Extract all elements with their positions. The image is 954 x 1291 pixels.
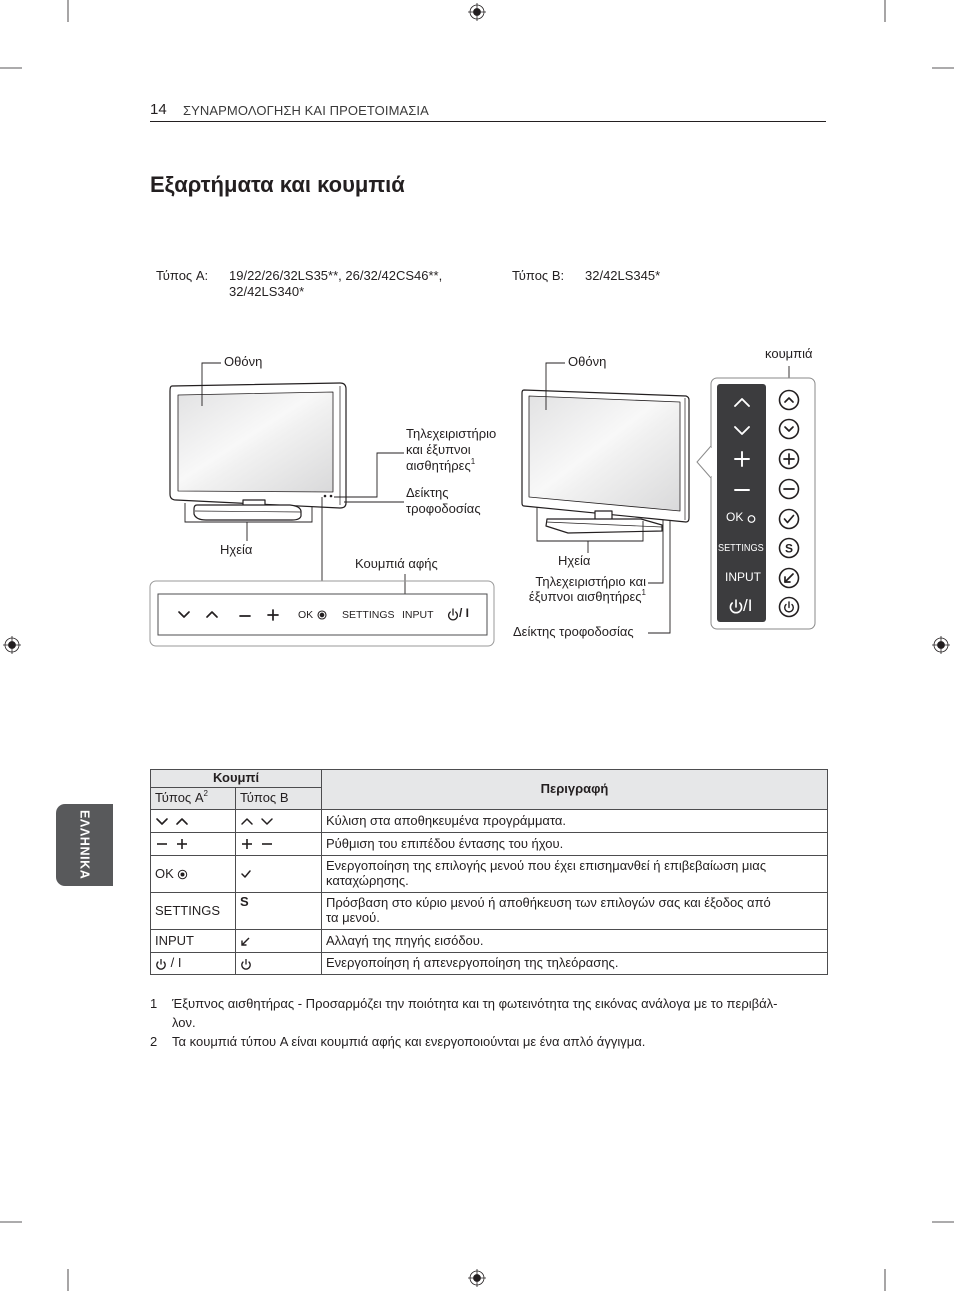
language-label: ΕΛΛΗΝΙΚΑ	[77, 810, 92, 880]
type-b-models: 32/42LS345*	[585, 268, 661, 283]
label-touch-buttons: Κουμπιά αφής	[355, 556, 438, 571]
touch-input-label: INPUT	[402, 609, 434, 621]
button-panel-b	[697, 378, 815, 629]
header-button: Κουμπί	[151, 770, 322, 788]
footnote-text-1-cont: λον.	[172, 1015, 196, 1030]
check-icon	[240, 869, 252, 879]
panel-pointer	[697, 446, 711, 478]
panel-b-input-label: INPUT	[725, 570, 761, 584]
footnote-ref-1: 1	[470, 457, 476, 466]
header-description: Περιγραφή	[322, 770, 828, 810]
type-a-models-line2: 32/42LS340*	[229, 284, 305, 299]
chevron-down-icon	[155, 816, 169, 826]
registration-mark-bottom	[468, 1269, 486, 1287]
registration-mark-right	[932, 636, 950, 654]
registration-mark-left	[3, 636, 21, 654]
cell-description: Πρόσβαση στο κύριο μενού ή αποθήκευση των επιλογών σας και έξοδος από τα μενού.	[322, 893, 828, 930]
ok-dot-circle-icon	[177, 869, 188, 880]
cell-type-a: OK	[151, 856, 236, 893]
page-number: 14	[150, 101, 167, 118]
label-speakers-a: Ηχεία	[220, 542, 253, 557]
table-row	[151, 833, 828, 856]
tv-type-a-drawing	[170, 383, 346, 520]
table-row	[151, 893, 828, 930]
footnote-number-1: 1	[150, 996, 158, 1011]
power-icon	[240, 958, 252, 970]
label-remote-sensor-a-2: και έξυπνοι	[406, 442, 471, 457]
label-power-indicator-a-2: τροφοδοσίας	[406, 501, 481, 516]
ok-button-circle	[780, 510, 799, 529]
table-row	[151, 810, 828, 833]
header-type-b: Τύπος B	[236, 788, 322, 810]
chevron-down-icon	[260, 816, 274, 826]
registration-mark-top	[468, 3, 486, 21]
cell-type-a: INPUT	[151, 930, 236, 953]
cell-description: Ενεργοποίηση της επιλογής μενού που έχει επισημανθεί ή επιβεβαίωση μιας καταχώρησης.	[322, 856, 828, 893]
cell-type-a	[151, 833, 236, 856]
type-a-models-line1: 19/22/26/32LS35**, 26/32/42CS46**,	[229, 268, 443, 283]
panel-b-settings-label: SETTINGS	[718, 542, 764, 554]
type-a-label: Τύπος A:	[156, 268, 209, 283]
cell-type-a	[151, 810, 236, 833]
footnote-number-2: 2	[150, 1034, 158, 1049]
table-row	[151, 953, 828, 975]
cell-type-b	[236, 833, 322, 856]
type-b-label: Τύπος B:	[512, 268, 565, 283]
label-power-indicator-b: Δείκτης τροφοδοσίας	[513, 624, 634, 639]
minus-icon	[260, 839, 274, 849]
label-speakers-b: Ηχεία	[558, 553, 591, 568]
minus-icon	[155, 839, 169, 849]
label-power-indicator-a-1: Δείκτης	[406, 485, 449, 500]
cell-type-b	[236, 856, 322, 893]
label-remote-sensor-b-1: Τηλεχειριστήριο και	[535, 574, 646, 589]
down-button-circle	[780, 420, 799, 439]
cell-description: Αλλαγή της πηγής εισόδου.	[322, 930, 828, 953]
touch-button-panel-a	[150, 581, 494, 646]
language-side-tab	[56, 804, 113, 886]
footnote-text-2: Τα κουμπιά τύπου A είναι κουμπιά αφής και ενεργοποιούνται με ένα απλό άγγιγμα.	[172, 1034, 646, 1049]
touch-ok-label: OK	[298, 609, 314, 621]
cell-type-a: / I	[151, 953, 236, 975]
cell-description: Κύλιση στα αποθηκευμένα προγράμματα.	[322, 810, 828, 833]
tv-a-screen	[178, 392, 333, 492]
chevron-up-icon	[240, 816, 254, 826]
label-remote-sensor-a-3: αισθητήρες$^1$	[406, 457, 476, 473]
label-remote-sensor-a-1: Τηλεχειριστήριο	[406, 426, 497, 441]
plus-icon	[240, 838, 254, 850]
buttons-table	[150, 769, 828, 975]
label-screen-b: Οθόνη	[568, 354, 607, 369]
section-title: ΣΥΝΑΡΜΟΛΟΓΗΣΗ ΚΑΙ ΠΡΟΕΤΟΙΜΑΣΙΑ	[183, 103, 429, 118]
cell-type-b	[236, 953, 322, 975]
settings-s-letter: S	[784, 541, 794, 556]
panel-b-label-column	[717, 384, 766, 622]
cell-type-a: SETTINGS	[151, 893, 236, 930]
panel-b-power-suffix: /I	[743, 596, 753, 615]
tv-type-b-drawing	[522, 390, 689, 533]
touch-power-suffix: / I	[459, 606, 470, 620]
page-title: Εξαρτήματα και κουμπιά	[150, 172, 405, 197]
touch-settings-label: SETTINGS	[342, 609, 395, 621]
chevron-up-icon	[175, 816, 189, 826]
plus-icon	[175, 838, 189, 850]
cell-type-b	[236, 810, 322, 833]
cell-type-b: S	[236, 893, 322, 930]
label-remote-sensor-b-2: έξυπνοι αισθητήρες$^1$	[528, 588, 646, 604]
label-screen-a: Οθόνη	[224, 354, 263, 369]
table-row	[151, 930, 828, 953]
footnote-ref-1: 1	[641, 588, 646, 597]
header-type-a: Τύπος A$^2$	[151, 788, 236, 810]
panel-b-ok-label: OK	[726, 510, 744, 524]
tv-b-screen	[529, 396, 680, 511]
cell-description: Ενεργοποίηση ή απενεργοποίηση της τηλεόρασης.	[322, 953, 828, 975]
arrow-down-left-icon	[240, 936, 251, 947]
tv-a-stand-base	[194, 505, 301, 520]
footnote-ref-2: 2	[203, 789, 208, 799]
footnote-text-1: Έξυπνος αισθητήρας - Προσαρμόζει την ποιότητα και τη φωτεινότητα της εικόνας ανάλογα με το περιβάλ-	[172, 996, 778, 1011]
header-rule	[150, 121, 826, 122]
cell-type-b	[236, 930, 322, 953]
power-icon	[155, 958, 167, 970]
table-row	[151, 856, 828, 893]
cell-description: Ρύθμιση του επιπέδου έντασης του ήχου.	[322, 833, 828, 856]
label-buttons-b: κουμπιά	[765, 346, 813, 361]
up-button-circle	[780, 391, 799, 410]
